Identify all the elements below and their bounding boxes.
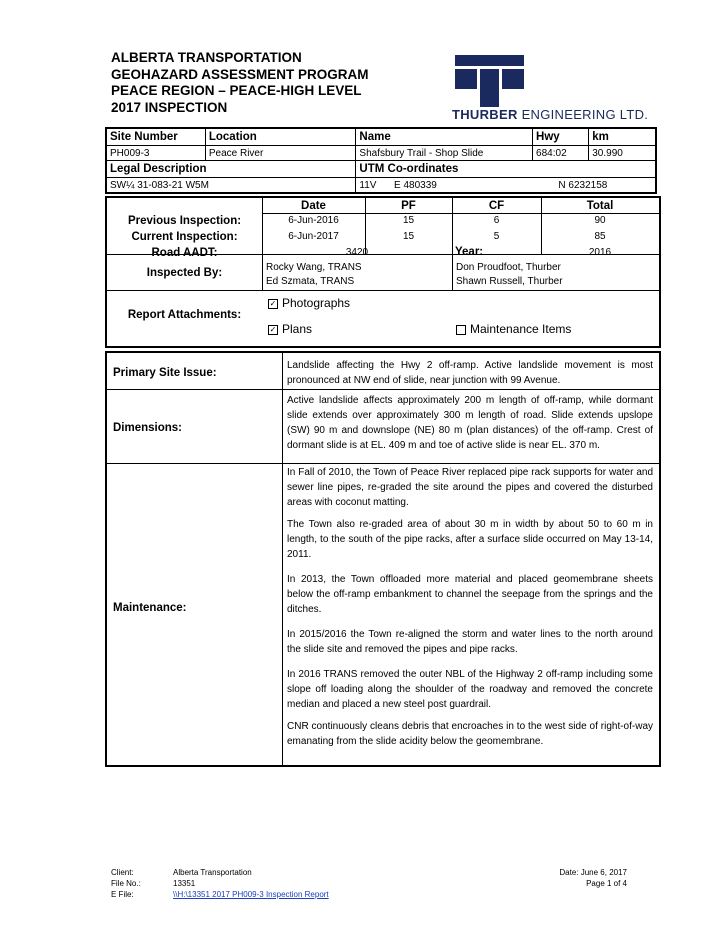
- site-name: Shafsbury Trail - Shop Slide: [356, 146, 533, 161]
- maintenance-label: Maintenance:: [113, 602, 187, 614]
- report-attachments-label: Report Attachments:: [127, 309, 242, 321]
- inspector-1: Rocky Wang, TRANS: [266, 262, 362, 273]
- previous-total: 90: [594, 215, 606, 226]
- maintenance-items-checkbox[interactable]: [456, 325, 466, 335]
- footer-right: [559, 867, 627, 889]
- aadt-value: 3420: [345, 247, 369, 258]
- footer-page: Page 1 of 4: [586, 879, 627, 888]
- hwy: 684:02: [533, 146, 589, 161]
- current-pf: 15: [402, 231, 415, 242]
- header-location: Location: [205, 128, 356, 146]
- current-cf: 5: [493, 231, 500, 242]
- report-title: [111, 50, 369, 116]
- previous-pf: 15: [402, 215, 415, 226]
- header-site-number: Site Number: [106, 128, 205, 146]
- legal-description-value: SW¼ 31-083-21 W5M: [106, 178, 356, 194]
- col-pf: PF: [401, 200, 416, 212]
- dimensions-label: Dimensions:: [113, 422, 183, 434]
- maintenance-text: [287, 465, 653, 749]
- primary-site-issue-text: Landslide affecting the Hwy 2 off-ramp. Active landslide movement is most pronounced at NW end of slide, near junction with 99 Avenue.: [287, 360, 653, 386]
- file-value: 13351: [173, 879, 196, 888]
- header-km: km: [589, 128, 656, 146]
- legal-description-label: Legal Description: [106, 161, 356, 178]
- logo-mark-left: [455, 69, 477, 89]
- utm-easting: E 480339: [394, 179, 437, 191]
- title-line-4: 2017 INSPECTION: [111, 99, 228, 115]
- maintenance-para-1: In Fall of 2010, the Town of Peace River replaced pipe rack supports for water and sewer line pipes, re-graded the site around the pipes and covered the disturbed areas with coconut matting.: [287, 467, 653, 508]
- current-date: 6-Jun-2017: [288, 231, 339, 242]
- client-value: Alberta Transportation: [173, 868, 252, 877]
- maintenance-para-3: In 2013, the Town offloaded more material and placed geomembrane sheets below the off-ramp embankment to channel the seepage from the springs and the ditches.: [287, 574, 653, 615]
- thurber-logo: [452, 55, 649, 125]
- utm-zone: 11V: [359, 179, 377, 191]
- inspector-4: Shawn Russell, Thurber: [456, 276, 563, 287]
- logo-mark-right: [502, 69, 524, 89]
- title-line-2: GEOHAZARD ASSESSMENT PROGRAM: [111, 66, 369, 82]
- maintenance-para-4: In 2015/2016 the Town re-aligned the storm and water lines to the north around the slide site and removed the pipes and pipe racks.: [287, 629, 653, 655]
- utm-northing: N 6232158: [558, 179, 608, 191]
- current-total: 85: [594, 231, 606, 242]
- plans-checkbox[interactable]: ✓: [269, 324, 277, 334]
- current-inspection-label: Current Inspection:: [131, 231, 238, 243]
- efile-label: E File:: [111, 890, 134, 899]
- maintenance-para-2: The Town also re-graded area of about 30 m in width by about 50 to 60 m in length, to the south of the pipe racks, after a surface slide occurred on May 13-14, 2011.: [287, 519, 653, 560]
- title-line-1: ALBERTA TRANSPORTATION: [111, 50, 302, 65]
- maintenance-para-6: CNR continuously cleans debris that encroaches in to the west side of right-of-way emanating from the slide acidity below the geomembrane.: [287, 721, 653, 747]
- attachment-plans[interactable]: ✓ Plans: [269, 322, 313, 336]
- inspection-box: [105, 196, 661, 348]
- aadt-label: Road AADT:: [151, 247, 218, 259]
- col-cf: CF: [488, 200, 505, 212]
- previous-cf: 6: [493, 215, 500, 226]
- primary-site-issue-label: Primary Site Issue:: [113, 367, 217, 379]
- previous-inspection-label: Previous Inspection:: [127, 215, 242, 227]
- footer-date: Date: June 6, 2017: [559, 868, 627, 877]
- site-info-table: [105, 127, 657, 194]
- km: 30.990: [589, 146, 656, 161]
- client-label: Client:: [111, 868, 134, 877]
- maintenance-para-5: In 2016 TRANS removed the outer NBL of the Highway 2 off-ramp including some slope off loading along the shoulder of the roadway and removed the concrete median and placed a new steel post guardrail.: [287, 669, 653, 710]
- file-label: File No.:: [111, 879, 141, 888]
- col-date: Date: [301, 200, 326, 212]
- utm-value: [356, 178, 656, 194]
- inspector-2: Ed Szmata, TRANS: [266, 276, 355, 287]
- year-label: Year:: [455, 246, 484, 258]
- location: Peace River: [205, 146, 356, 161]
- inspected-by-label: Inspected By:: [146, 267, 223, 279]
- dimensions-text: Active landslide affects approximately 200 m length of off-ramp, while dormant slide extends over approximately 300 m length of road. Slide extends upslope (SW) 90 m and downslope (NE) 80 m (plan distances) of the off-ramp. Crest of dormant slide is at EL. 409 m and toe of active slide is near EL. 370 m.: [287, 395, 653, 451]
- inspector-3: Don Proudfoot, Thurber: [456, 262, 561, 273]
- site-number: PH009-3: [106, 146, 205, 161]
- utm-label: UTM Co-ordinates: [356, 161, 656, 178]
- logo-mark-top: [455, 55, 524, 66]
- footer-left: [111, 867, 329, 900]
- attachment-photographs[interactable]: ✓ Photographs: [269, 296, 351, 310]
- year-value: 2016: [588, 247, 612, 258]
- inspectors-trans: [266, 261, 362, 289]
- header-name: Name: [356, 128, 533, 146]
- col-total: Total: [586, 200, 614, 212]
- efile-link[interactable]: \\H:\13351 2017 PH009-3 Inspection Report: [173, 890, 329, 899]
- photographs-checkbox[interactable]: ✓: [269, 298, 277, 308]
- header-hwy: Hwy: [533, 128, 589, 146]
- logo-wordmark: THURBER ENGINEERING LTD.: [452, 107, 649, 122]
- title-line-3: PEACE REGION – PEACE-HIGH LEVEL: [111, 83, 362, 98]
- inspectors-thurber: [456, 261, 563, 289]
- logo-mark-stem: [480, 69, 499, 107]
- previous-date: 6-Jun-2016: [288, 215, 339, 226]
- attachment-maintenance-items[interactable]: Maintenance Items: [456, 322, 571, 336]
- site-details-box: [105, 351, 661, 767]
